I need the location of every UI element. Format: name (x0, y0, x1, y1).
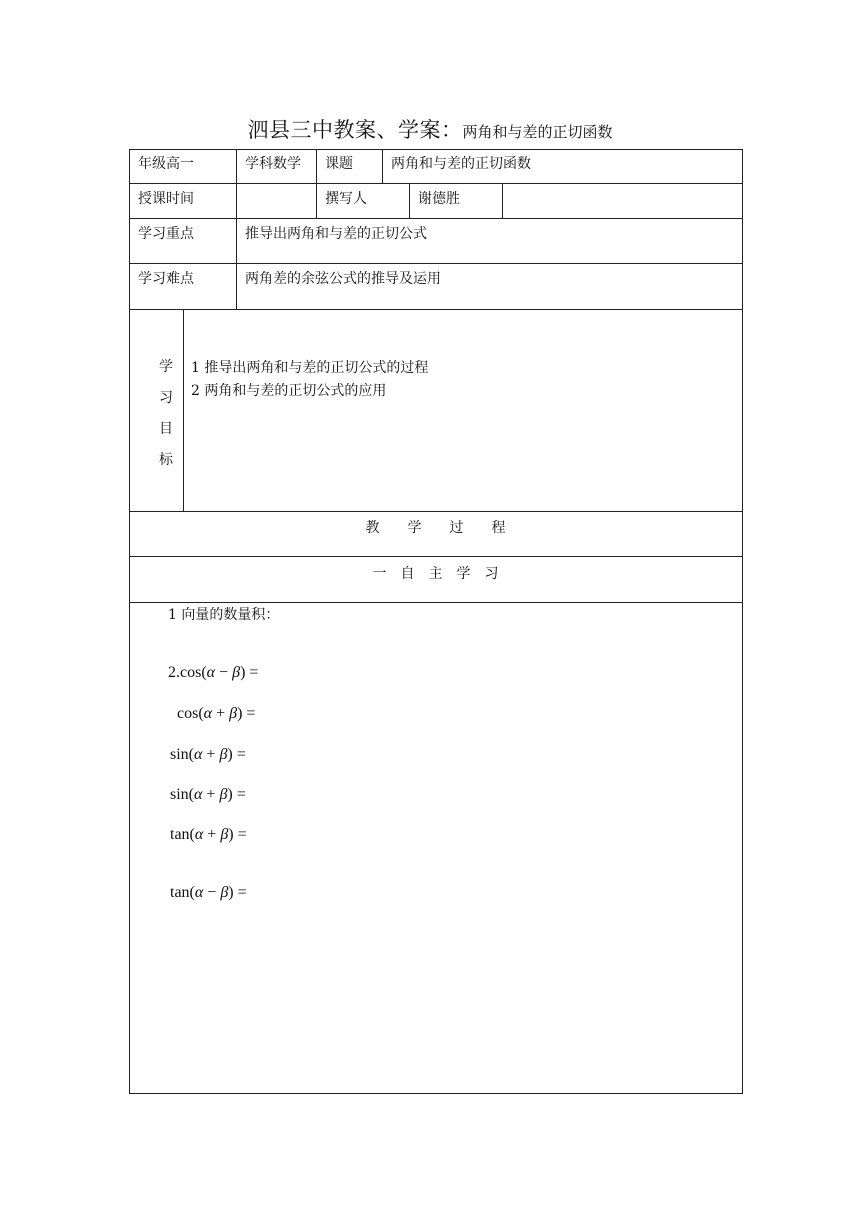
beta-symbol: β (232, 664, 241, 681)
formula-line: sin(α + β) = (170, 746, 246, 763)
formula-line: 2.cos(α − β) = (168, 664, 259, 681)
col-divider (409, 183, 410, 218)
time-label: 授课时间 (138, 191, 194, 207)
beta-symbol: β (219, 746, 228, 763)
key-value: 推导出两角和与差的正切公式 (245, 226, 427, 242)
objective-item: 1 推导出两角和与差的正切公式的过程 (191, 360, 429, 376)
formula-fn: cos (177, 705, 199, 722)
col-divider (316, 149, 317, 219)
formula-op: − (219, 664, 229, 681)
formula-fn: tan (170, 826, 190, 843)
table-border-bottom (129, 1093, 743, 1094)
row-divider (129, 511, 743, 512)
equals-sign: = (236, 746, 246, 763)
alpha-symbol: α (203, 705, 213, 722)
beta-symbol: β (219, 786, 228, 803)
row-divider (129, 556, 743, 557)
table-border-right (742, 149, 743, 1094)
col-divider (236, 149, 237, 309)
col-divider (382, 149, 383, 184)
title-main: 泗县三中教案、学案： (247, 118, 463, 142)
document-title (0, 114, 860, 144)
difficulty-value: 两角差的余弦公式的推导及运用 (245, 271, 441, 287)
title-sub: 两角和与差的正切函数 (462, 123, 613, 141)
table-border-left (129, 149, 130, 1094)
row-divider (129, 218, 743, 219)
grade-cell: 年级高一 (138, 156, 194, 172)
col-divider (502, 183, 503, 218)
objectives-label-char: 习 (159, 390, 173, 406)
process-heading: 教 学 过 程 (365, 520, 506, 536)
beta-symbol: β (220, 884, 229, 901)
formula-line: cos(α + β) = (177, 705, 256, 722)
section-heading: 一 自 主 学 习 (372, 566, 499, 582)
col-divider (183, 309, 184, 511)
alpha-symbol: α (194, 786, 203, 803)
formula-op: + (206, 786, 216, 803)
equals-sign: = (237, 884, 247, 901)
alpha-symbol: α (194, 826, 204, 843)
topic-label: 课题 (325, 156, 353, 172)
objectives-label-char: 目 (159, 421, 173, 437)
objectives-label (158, 352, 174, 476)
formula-line: sin(α + β) = (170, 786, 246, 803)
equals-sign: = (236, 786, 246, 803)
row-divider (129, 309, 743, 310)
subject-cell: 学科数学 (245, 156, 301, 172)
alpha-symbol: α (206, 664, 216, 681)
row-divider (129, 263, 743, 264)
formula-fn: tan (170, 884, 190, 901)
beta-symbol: β (220, 826, 229, 843)
formula-op: + (207, 826, 217, 843)
formula-prefix: 2. (168, 664, 180, 681)
table-border-top (129, 149, 743, 150)
equals-sign: = (246, 705, 256, 722)
objectives-label-char: 标 (159, 452, 173, 468)
author-value: 谢德胜 (418, 191, 460, 207)
formula-line: tan(α + β) = (170, 826, 247, 843)
formula-line: tan(α − β) = (170, 884, 247, 901)
topic-value: 两角和与差的正切函数 (391, 156, 531, 172)
author-label: 撰写人 (325, 191, 367, 207)
row-divider (129, 183, 743, 184)
alpha-symbol: α (194, 884, 204, 901)
alpha-symbol: α (194, 746, 203, 763)
formula-fn: sin (170, 746, 189, 763)
objectives-label-char: 学 (159, 359, 173, 375)
objective-item: 2 两角和与差的正切公式的应用 (191, 383, 387, 399)
beta-symbol: β (229, 705, 238, 722)
formula-op: − (207, 884, 217, 901)
formula-fn: cos (180, 664, 202, 681)
difficulty-label: 学习难点 (138, 271, 194, 287)
question-1: 1 向量的数量积： (168, 607, 280, 623)
equals-sign: = (249, 664, 259, 681)
equals-sign: = (237, 826, 247, 843)
formula-op: + (216, 705, 226, 722)
formula-fn: sin (170, 786, 189, 803)
key-label: 学习重点 (138, 226, 194, 242)
formula-op: + (206, 746, 216, 763)
row-divider (129, 602, 743, 603)
